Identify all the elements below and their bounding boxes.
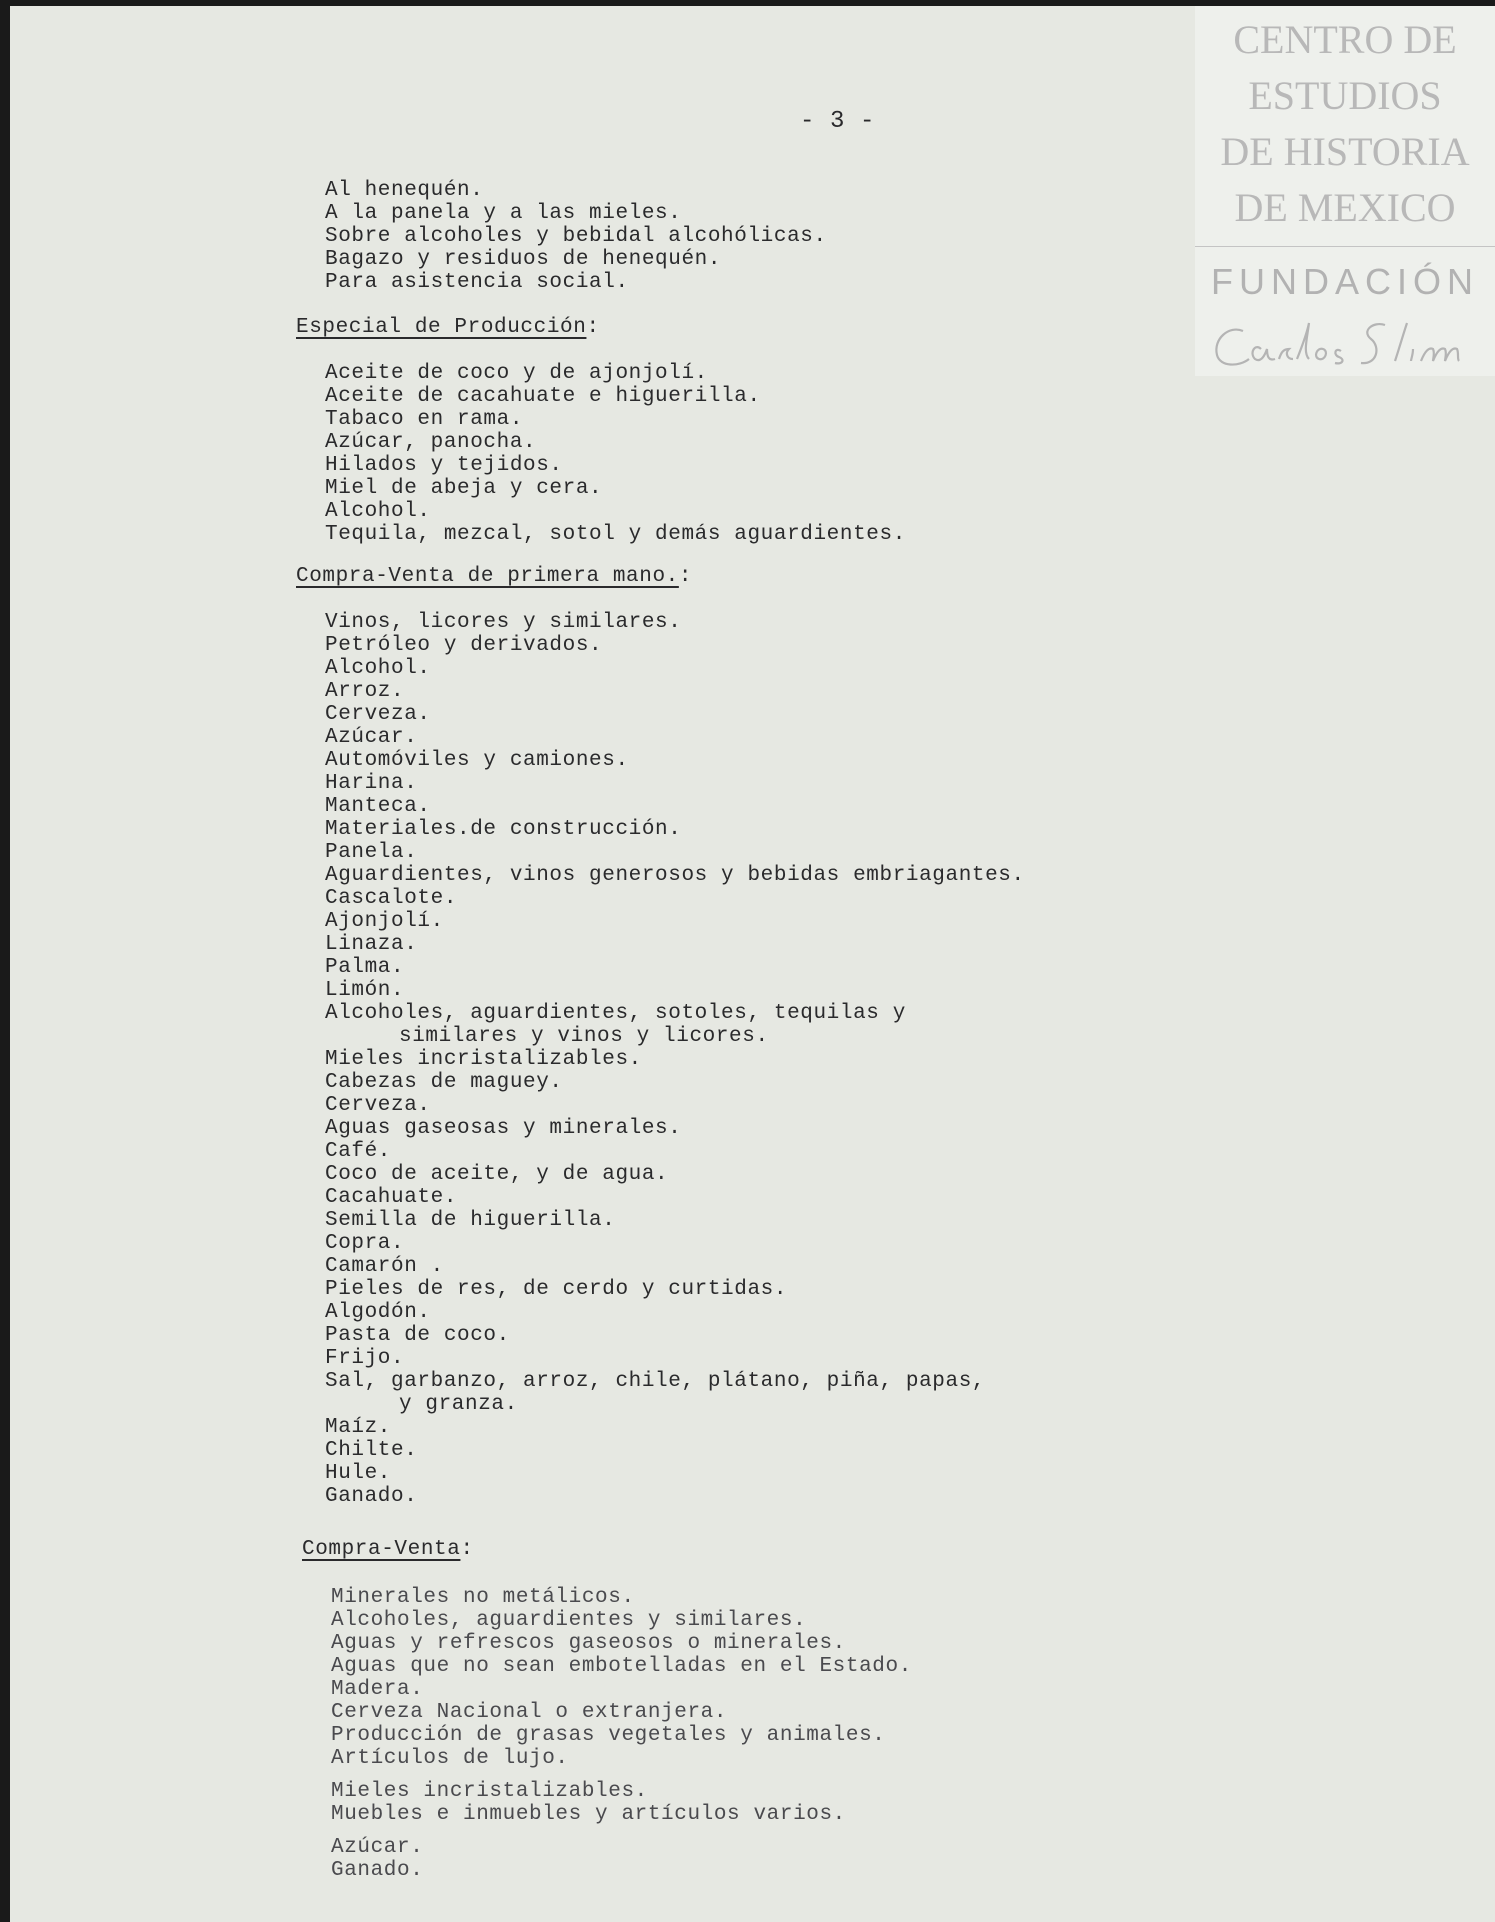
list-item: Maíz. bbox=[325, 1416, 392, 1439]
list-item: Harina. bbox=[325, 772, 418, 795]
watermark-title-line: DE MEXICO bbox=[1234, 185, 1456, 230]
heading-text: Compra-Venta bbox=[302, 1538, 461, 1561]
heading-suffix: : bbox=[678, 565, 693, 588]
list-item: Cabezas de maguey. bbox=[325, 1071, 563, 1094]
list-item: Algodón. bbox=[325, 1301, 431, 1324]
list-item: Hule. bbox=[325, 1462, 392, 1485]
list-item: Para asistencia social. bbox=[325, 271, 629, 294]
section-heading-especial bbox=[296, 316, 600, 339]
list-item: Hilados y tejidos. bbox=[325, 454, 563, 477]
heading-text: Especial de Producción bbox=[296, 316, 587, 339]
list-item: Miel de abeja y cera. bbox=[325, 477, 603, 500]
watermark-title-line: DE HISTORIA bbox=[1220, 129, 1470, 174]
list-item: Bagazo y residuos de henequén. bbox=[325, 248, 722, 271]
watermark-foundation: FUNDACIÓN bbox=[1211, 261, 1479, 302]
list-item: Alcoholes, aguardientes y similares. bbox=[331, 1609, 807, 1632]
list-item: Alcoholes, aguardientes, sotoles, tequilas y bbox=[325, 1002, 906, 1025]
page-number: - 3 - bbox=[800, 108, 876, 135]
list-item: Aceite de cacahuate e higuerilla. bbox=[325, 385, 761, 408]
signature-svg bbox=[1205, 309, 1485, 379]
heading-suffix: : bbox=[460, 1538, 474, 1561]
list-item: Minerales no metálicos. bbox=[331, 1586, 635, 1609]
document-page bbox=[10, 6, 1495, 1922]
list-item: Muebles e inmuebles y artículos varios. bbox=[331, 1803, 846, 1826]
list-item: Cerveza. bbox=[325, 1094, 431, 1117]
list-item: Aguas que no sean embotelladas en el Estado. bbox=[331, 1655, 912, 1678]
list-item: Limón. bbox=[325, 979, 405, 1002]
list-item: Semilla de higuerilla. bbox=[325, 1209, 616, 1232]
list-item: Mieles incristalizables. bbox=[325, 1048, 642, 1071]
list-item: Frijo. bbox=[325, 1347, 405, 1370]
heading-suffix: : bbox=[586, 316, 600, 339]
list-item: Materiales.de construcción. bbox=[325, 818, 682, 841]
list-item: Petróleo y derivados. bbox=[325, 634, 603, 657]
list-item: Aguas gaseosas y minerales. bbox=[325, 1117, 682, 1140]
list-item: Café. bbox=[325, 1140, 392, 1163]
list-item: Alcohol. bbox=[325, 657, 431, 680]
list-item: Panela. bbox=[325, 841, 418, 864]
list-item: Ajonjolí. bbox=[325, 910, 444, 933]
list-item: Pieles de res, de cerdo y curtidas. bbox=[325, 1278, 788, 1301]
list-item: Arroz. bbox=[325, 680, 405, 703]
list-item: Cascalote. bbox=[325, 887, 458, 910]
watermark-title-line: ESTUDIOS bbox=[1248, 73, 1442, 118]
list-item: Azúcar. bbox=[331, 1836, 424, 1859]
list-item: A la panela y a las mieles. bbox=[325, 202, 682, 225]
list-item: Aguas y refrescos gaseosos o minerales. bbox=[331, 1632, 846, 1655]
especial-list bbox=[325, 362, 906, 546]
list-item: Ganado. bbox=[331, 1859, 424, 1882]
list-item: Sobre alcoholes y bebidal alcohólicas. bbox=[325, 225, 827, 248]
archive-watermark bbox=[1195, 6, 1495, 376]
watermark-divider bbox=[1195, 246, 1495, 247]
list-item: Chilte. bbox=[325, 1439, 418, 1462]
list-item: Artículos de lujo. bbox=[331, 1747, 569, 1770]
list-item: Producción de grasas vegetales y animales. bbox=[331, 1724, 886, 1747]
list-item: Cerveza Nacional o extranjera. bbox=[331, 1701, 728, 1724]
list-item: Manteca. bbox=[325, 795, 431, 818]
watermark-title bbox=[1195, 6, 1495, 236]
list-item: Ganado. bbox=[325, 1485, 418, 1508]
list-item: Cacahuate. bbox=[325, 1186, 458, 1209]
list-item: Sal, garbanzo, arroz, chile, plátano, piña, papas, bbox=[325, 1370, 986, 1393]
list-item: Azúcar. bbox=[325, 726, 418, 749]
list-item: Aguardientes, vinos generosos y bebidas embriagantes. bbox=[325, 864, 1025, 887]
list-item: Linaza. bbox=[325, 933, 418, 956]
list-item: Tabaco en rama. bbox=[325, 408, 524, 431]
list-item: Tequila, mezcal, sotol y demás aguardientes. bbox=[325, 523, 906, 546]
section-heading-primera-mano bbox=[296, 565, 692, 588]
list-item: Aceite de coco y de ajonjolí. bbox=[325, 362, 708, 385]
list-item: Mieles incristalizables. bbox=[331, 1780, 648, 1803]
list-item: Al henequén. bbox=[325, 179, 484, 202]
list-item: Camarón . bbox=[325, 1255, 444, 1278]
list-item: Automóviles y camiones. bbox=[325, 749, 629, 772]
list-item: Madera. bbox=[331, 1678, 424, 1701]
intro-list bbox=[325, 179, 827, 294]
section-heading-compra-venta bbox=[302, 1538, 474, 1561]
watermark-title-line: CENTRO DE bbox=[1233, 17, 1457, 62]
list-item: Alcohol. bbox=[325, 500, 431, 523]
primera-mano-list bbox=[325, 611, 1025, 1508]
heading-text: Compra-Venta de primera mano. bbox=[296, 565, 679, 588]
signature-logo bbox=[1195, 309, 1495, 384]
list-item: Coco de aceite, y de agua. bbox=[325, 1163, 669, 1186]
list-item-continuation: similares y vinos y licores. bbox=[399, 1025, 769, 1048]
list-item: Palma. bbox=[325, 956, 405, 979]
list-item: Azúcar, panocha. bbox=[325, 431, 537, 454]
list-item: Pasta de coco. bbox=[325, 1324, 510, 1347]
list-item-continuation: y granza. bbox=[399, 1393, 518, 1416]
list-item: Vinos, licores y similares. bbox=[325, 611, 682, 634]
list-item: Cerveza. bbox=[325, 703, 431, 726]
compra-venta-list bbox=[331, 1586, 912, 1882]
list-item: Copra. bbox=[325, 1232, 405, 1255]
